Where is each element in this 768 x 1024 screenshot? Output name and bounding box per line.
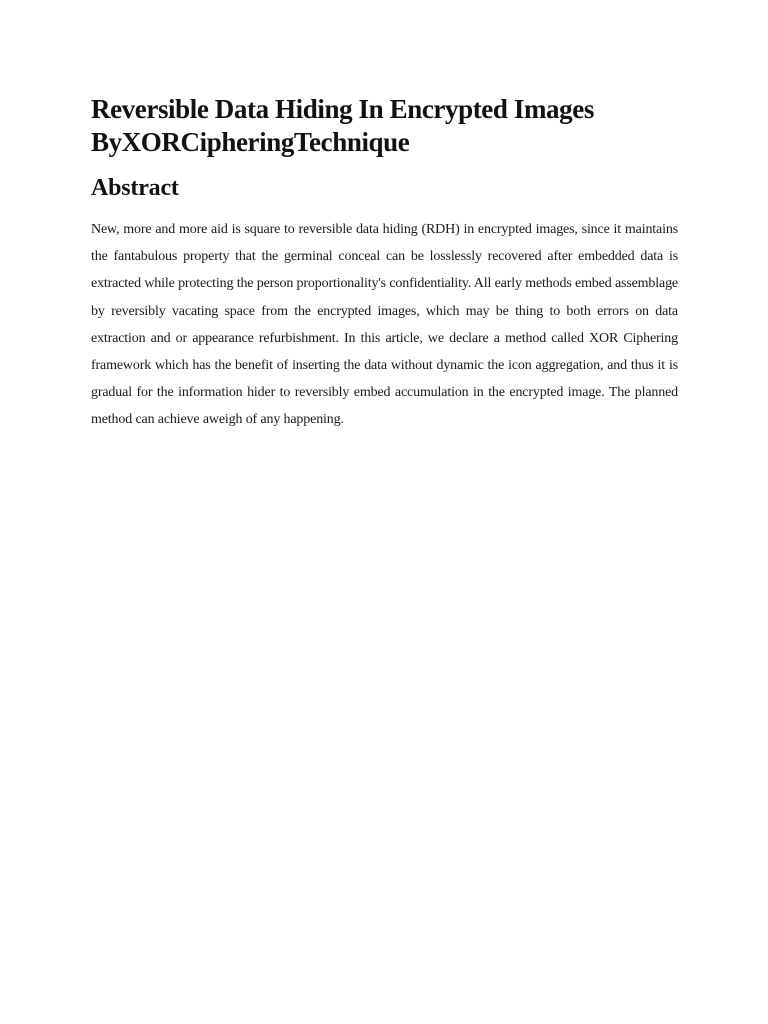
- document-page: [91, 93, 678, 434]
- paper-title-line-2: ByXORCipheringTechnique: [91, 127, 410, 157]
- paper-title: [91, 93, 678, 159]
- paper-title-line-1: Reversible Data Hiding In Encrypted Images: [91, 94, 594, 124]
- abstract-heading: Abstract: [91, 175, 179, 201]
- abstract-paragraph: New, more and more aid is square to reversible data hiding (RDH) in encrypted images, since it maintains the fantabulous property that the germinal conceal can be losslessly recovered after embedded data is extracted while protecting the person proportionality's confidentiality. All early methods embed assemblage by reversibly vacating space from the encrypted images, which may be thing to both errors on data extraction and or appearance refurbishment. In this article, we declare a method called XOR Ciphering framework which has the benefit of inserting the data without dynamic the icon aggregation, and thus it is gradual for the information hider to reversibly embed accumulation in the encrypted image. The planned method can achieve aweigh of any happening.: [91, 222, 678, 428]
